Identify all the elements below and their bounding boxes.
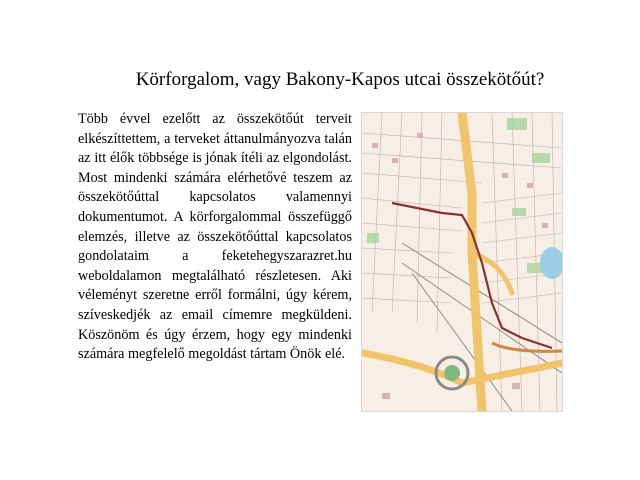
body-paragraph: Több évvel ezelőtt az összekötőút terveit elkészíttettem, a terveket áttanulmányozva talán az itt élők többsége is jónak ítéli az elgondolást. Most mindenki számára elérhetővé teszem az összekötőúttal kapcsolatos valamennyi dokumentumot. A körforgalommal összefüggő elemzés, illetve az összekötőúttal kapcsolatos gondolataim a feketehegyszarazret.hu weboldalamon megtalálható részletesen. Aki véleményt szeretne erről formálni, úgy kérem, szíveskedjék az email címemre megküldeni. Köszönöm és úgy érzem, hogy egy mindenki számára megfelelő megoldást tártam Önök elé. xyxy=(78,111,352,363)
water-area xyxy=(540,247,562,279)
slide-title: Körforgalom, vagy Bakony-Kapos utcai összekötőút? xyxy=(135,69,545,90)
site-plan-map xyxy=(361,112,563,412)
